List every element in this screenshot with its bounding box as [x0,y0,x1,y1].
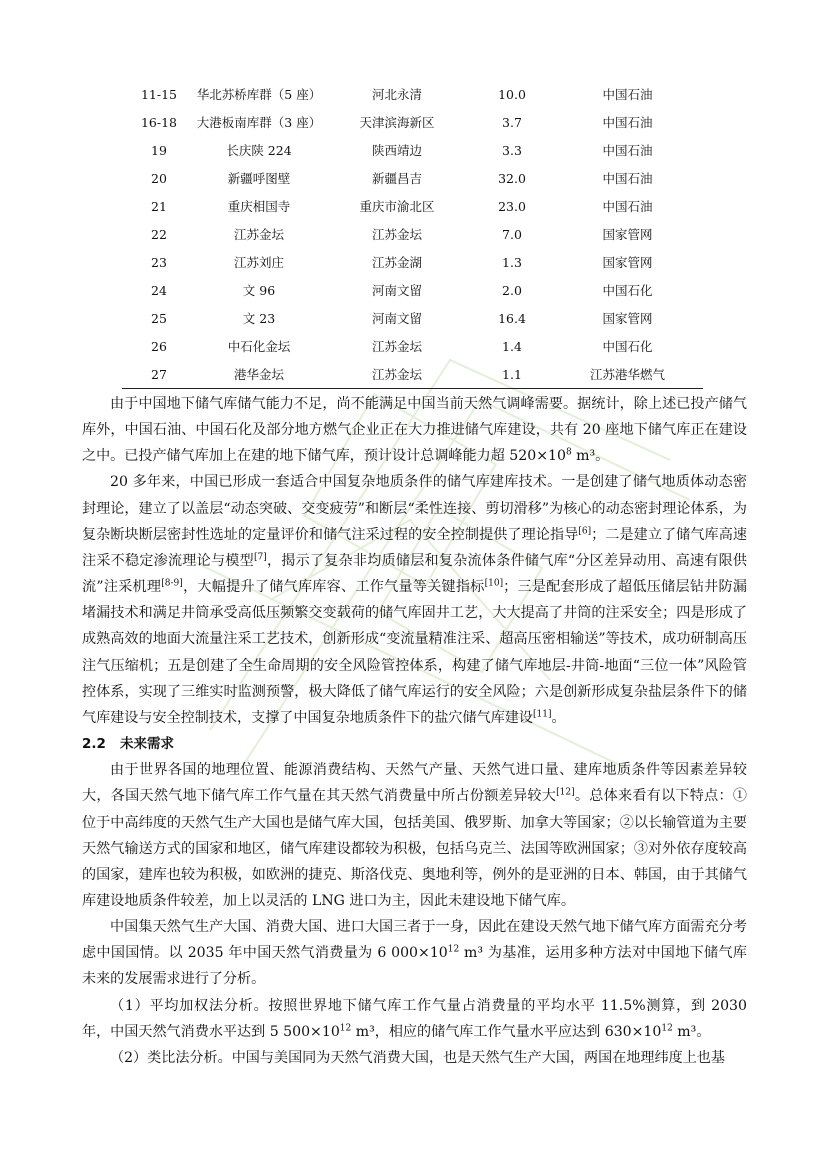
table-row [122,360,703,389]
table-cell-operator: 中国石油 [602,171,653,186]
citation-ref[interactable]: [7] [253,552,267,563]
table-cell-name: 大港板南库群（3 座） [196,115,322,130]
table-row [122,220,703,248]
table-cell-capacity: 1.1 [472,360,552,389]
table-cell-id: 23 [151,254,167,270]
table-cell-operator: 中国石化 [602,283,653,298]
table-cell-operator: 江苏港华燃气 [552,360,703,389]
table-cell-name: 江苏刘庄 [233,255,284,270]
table-cell-capacity: 23.0 [498,198,526,214]
paragraph-technology: 20 多年来，中国已形成一套适合中国复杂地质条件的储气库建库技术。一是创建了储气地质体动态密封理论，建立了以盖层“动态突破、交变疲劳”和断层“柔性连接、剪切滑移”为核心的动态密封理论体系，为复杂断块断层密封性选址的定量评价和储气注采过程的安全控制提供了理论指导[6]；二是建立了储气库高速注采不稳定渗流理论与模型[7]，揭示了复杂非均质储层和复杂流体条件储气库“分区差异动用、高速有限供流”注采机理[8-9]，大幅提升了储气库库容、工作气量等关键指标[10]；三是配套形成了超低压储层钻井防漏堵漏技术和满足井筒承受高低压频繁交变载荷的储气库固井工艺，大大提高了井筒的注采安全；四是形成了成熟高效的地面大流量注采工艺技术，创新形成“变流量精准注采、超高压密相输送”等技术，成功研制高压注气压缩机；五是创建了全生命周期的安全风险管控体系，构建了储气库地层-井筒-地面“三位一体”风险管控体系，实现了三维实时监测预警，极大降低了储气库运行的安全风险；六是创新形成复杂盐层条件下的储气库建设与安全控制技术，支撑了中国复杂地质条件下的盐穴储气库建设[11]。 [82,474,748,726]
table-row [122,248,703,276]
storage-table [122,80,703,389]
table-cell-id: 27 [122,360,196,389]
table-cell-location: 江苏金坛 [371,227,422,242]
citation-ref[interactable]: [10] [484,578,504,589]
table-row [122,332,703,360]
table-cell-id: 25 [151,310,167,326]
citation-ref[interactable]: [11] [533,709,552,720]
paragraph-analogy-method: （2）类比法分析。中国与美国同为天然气消费大国，也是天然气生产大国，两国在地理纬度上也基 [110,1049,725,1066]
table-cell-id: 16-18 [140,114,178,130]
citation-ref[interactable]: [12] [556,787,575,798]
table-row [122,304,703,332]
table-cell-location: 江苏金坛 [322,360,472,389]
table-row [122,192,703,220]
table-cell-location: 江苏金坛 [371,339,422,354]
table-cell-id: 22 [151,226,167,242]
table-cell-operator: 中国石油 [602,199,653,214]
table-cell-id: 21 [151,198,167,214]
table-row [122,80,703,108]
table-cell-name: 港华金坛 [196,360,322,389]
table-cell-capacity: 1.4 [502,338,522,354]
section-heading: 2.2 未来需求 [82,736,175,753]
table-cell-location: 河南文留 [371,311,422,326]
table-cell-location: 河北永清 [371,87,422,102]
table-cell-operator: 国家管网 [602,255,653,270]
table-cell-name: 长庆陕 224 [226,143,292,158]
paragraph-capacity: 由于中国地下储气库储气能力不足，尚不能满足中国当前天然气调峰需要。据统计，除上述已投产储气库外，中国石油、中国石化及部分地方燃气企业正在大力推进储气库建设，共有 20 座地下储气库正在建设之中。已投产储气库加上在建的地下储气库，预计设计总调峰能力超 $520\times 10^8$ m³。 [82,396,747,465]
table-cell-id: 24 [151,282,167,298]
table-cell-location: 重庆市渝北区 [359,199,435,214]
table-cell-operator: 中国石油 [602,87,653,102]
table-cell-name: 文 96 [242,283,276,298]
body-text [82,391,747,1071]
table-cell-capacity: 3.3 [502,142,522,158]
table-cell-location: 陕西靖边 [371,143,422,158]
table-cell-operator: 中国石油 [602,115,653,130]
paragraph-china-demand: 中国集天然气生产大国、消费大国、进口大国三者于一身，因此在建设天然气地下储气库方面需充分考虑中国国情。以 2035 年中国天然气消费量为 6 $000\times 10^{12}$ m³ 为基准，运用多种方法对中国地下储气库未来的发展需求进行了分析。 [82,919,747,988]
table-cell-name: 中石化金坛 [227,339,291,354]
table-cell-capacity: 2.0 [502,282,522,298]
table-cell-name: 江苏金坛 [233,227,284,242]
table-cell-location: 江苏金湖 [371,255,422,270]
table-cell-id: 26 [151,338,167,354]
table-cell-capacity: 1.3 [502,254,522,270]
table-row [122,164,703,192]
table-cell-name: 华北苏桥库群（5 座） [196,87,322,102]
table-cell-location: 天津滨海新区 [359,115,435,130]
table-cell-location: 新疆昌吉 [371,171,422,186]
table-cell-capacity: 10.0 [498,86,526,102]
table-cell-operator: 国家管网 [602,227,653,242]
table-cell-capacity: 16.4 [498,310,526,326]
table-row [122,136,703,164]
table-cell-name: 文 23 [242,311,276,326]
paragraph-world-demand: 由于世界各国的地理位置、能源消费结构、天然气产量、天然气进口量、建库地质条件等因素差异较大，各国天然气地下储气库工作气量在其天然气消费量中所占份额差异较大[12]。总体来看有以下特点：①位于中高纬度的天然气生产大国也是储气库大国，包括美国、俄罗斯、加拿大等国家；②以长输管道为主要天然气输送方式的国家和地区，储气库建设都较为积极，包括乌克兰、法国等欧洲国家；③对外依存度较高的国家，建库也较为积极，如欧洲的捷克、斯洛伐克、奥地利等，例外的是亚洲的日本、韩国，由于其储气库建设地质条件较差，加上以灵活的 LNG 进口为主，因此未建设地下储气库。 [82,762,747,909]
table-cell-capacity: 32.0 [498,170,526,186]
paragraph-weighted-method: （1）平均加权法分析。按照世界地下储气库工作气量占消费量的平均水平 11.5%测算，到 2030 年，中国天然气消费水平达到 5 $500\times 10^{12}$ m³，相应的储气库工作气量水平应达到 $630\times 10^{12}$ m³。 [82,997,747,1040]
table-cell-capacity: 7.0 [502,226,522,242]
table-cell-location: 河南文留 [371,283,422,298]
table-row [122,108,703,136]
table-cell-name: 重庆相国寺 [227,199,291,214]
table-cell-operator: 国家管网 [602,311,653,326]
table-cell-id: 19 [151,142,167,158]
table-cell-operator: 中国石化 [602,339,653,354]
table-cell-id: 20 [151,170,167,186]
table-cell-name: 新疆呼图壁 [227,171,291,186]
table-cell-operator: 中国石油 [602,143,653,158]
table-cell-capacity: 3.7 [502,114,522,130]
table-row [122,276,703,304]
citation-ref[interactable]: [8-9] [161,578,183,589]
table-cell-id: 11-15 [140,86,178,102]
citation-ref[interactable]: [6] [578,526,592,537]
